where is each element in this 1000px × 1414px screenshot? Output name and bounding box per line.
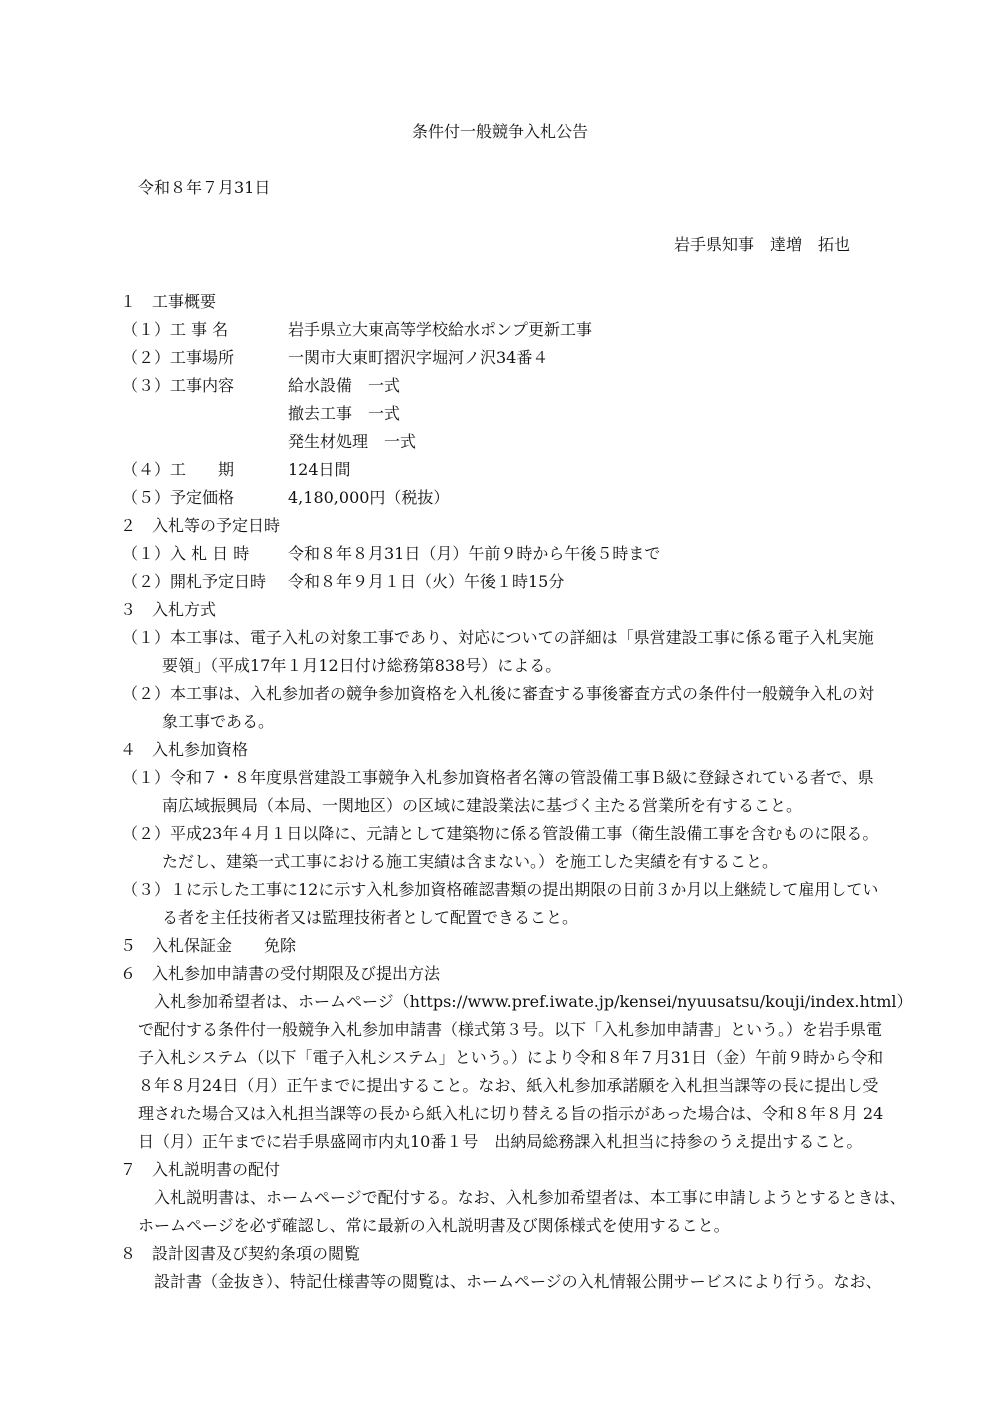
bid-datetime-label: （１）入 札 日 時 [122,544,250,563]
qualification-item-2: （２）平成23年４月１日以降に、元請として建築物に係る管設備工事（衛生設備工事を含むものに限る。 [122,824,879,843]
construction-place-label: （２）工事場所 [122,348,235,367]
construction-place-value: 一関市大東町摺沢字堀河ノ沢34番４ [288,348,549,367]
construction-content-item: 発生材処理 一式 [288,432,417,451]
issuer-name: 岩手県知事 達増 拓也 [673,235,850,254]
qualification-item-1-cont: 南広域振興局（本局、一関地区）の区域に建設業法に基づく主たる営業所を有すること。 [162,796,803,815]
section-8-heading: ８ 設計図書及び契約条項の閲覧 [120,1244,361,1263]
construction-content-label: （３）工事内容 [122,376,235,395]
bid-datetime-value: 令和８年８月31日（月）午前９時から午後５時まで [288,544,661,563]
construction-name-value: 岩手県立大東高等学校給水ポンプ更新工事 [288,320,593,339]
bid-method-item-2-cont: 象工事である。 [162,712,275,731]
bid-method-item-1-cont: 要領」（平成17年１月12日付け総務第838号）による。 [162,656,562,675]
application-paragraph-line: ８年８月24日（月）正午までに提出すること。なお、紙入札参加承諾願を入札担当課等の長に提出し受 [138,1076,879,1095]
planned-price-label: （５）予定価格 [122,488,235,507]
qualification-item-2-cont: ただし、建築一式工事における施工実績は含まない。）を施工した実績を有すること。 [162,852,779,871]
construction-period-value: 124日間 [288,460,351,479]
construction-content-item: 給水設備 一式 [288,376,401,395]
section-5-heading: ５ 入札保証金 [120,936,233,955]
opening-datetime-label: （２）開札予定日時 [122,572,267,591]
planned-price-value: 4,180,000円（税抜） [288,488,450,507]
instructions-paragraph-line: 入札説明書は、ホームページで配付する。なお、入札参加希望者は、本工事に申請しようとするときは、 [154,1188,906,1207]
qualification-item-3-cont: る者を主任技術者又は監理技術者として配置できること。 [162,908,579,927]
inspection-paragraph-line: 設計書（金抜き）、特記仕様書等の閲覧は、ホームページの入札情報公開サービスにより行う。なお、 [154,1272,882,1291]
section-1-heading: １ 工事概要 [120,292,217,311]
application-paragraph-line: で配付する条件付一般競争入札参加申請書（様式第３号。以下「入札参加申請書」という。）を岩手県電 [138,1020,883,1039]
bid-bond-value: 免除 [264,936,297,955]
section-6-heading: ６ 入札参加申請書の受付期限及び提出方法 [120,964,441,983]
opening-datetime-value: 令和８年９月１日（火）午後１時15分 [288,572,565,591]
construction-content-item: 撤去工事 一式 [288,404,401,423]
instructions-paragraph-line: ホームページを必ず確認し、常に最新の入札説明書及び関係様式を使用すること。 [138,1216,730,1235]
application-paragraph-line: 入札参加希望者は、ホームページ（https://www.pref.iwate.jp/kensei/nyuusatsu/kouji/index.html） [154,992,913,1011]
section-3-heading: ３ 入札方式 [120,600,217,619]
page-title: 条件付一般競争入札公告 [411,122,588,141]
notice-date: 令和８年７月31日 [138,178,271,197]
section-2-heading: ２ 入札等の予定日時 [120,516,281,535]
section-4-heading: ４ 入札参加資格 [120,740,249,759]
bid-method-item-1: （１）本工事は、電子入札の対象工事であり、対応についての詳細は「県営建設工事に係る電子入札実施 [122,628,874,647]
bid-method-item-2: （２）本工事は、入札参加者の競争参加資格を入札後に審査する事後審査方式の条件付一般競争入札の対 [122,684,875,703]
construction-period-label: （４）工 期 [122,460,235,479]
section-7-heading: ７ 入札説明書の配付 [120,1160,281,1179]
application-paragraph-line: 理された場合又は入札担当課等の長から紙入札に切り替える旨の指示があった場合は、令和８年８月 24 [138,1104,884,1123]
qualification-item-1: （１）令和７・８年度県営建設工事競争入札参加資格者名簿の管設備工事Ｂ級に登録されている者で、県 [122,768,874,787]
application-paragraph-line: 日（月）正午までに岩手県盛岡市内丸10番１号 出納局総務課入札担当に持参のうえ提出すること。 [138,1132,863,1151]
application-paragraph-line: 子入札システム（以下「電子入札システム」という。）により令和８年７月31日（金）午前９時から令和 [138,1048,884,1067]
construction-name-label: （１）工 事 名 [122,320,229,339]
qualification-item-3: （３）１に示した工事に12に示す入札参加資格確認書類の提出期限の日前３か月以上継続して雇用してい [122,880,879,899]
